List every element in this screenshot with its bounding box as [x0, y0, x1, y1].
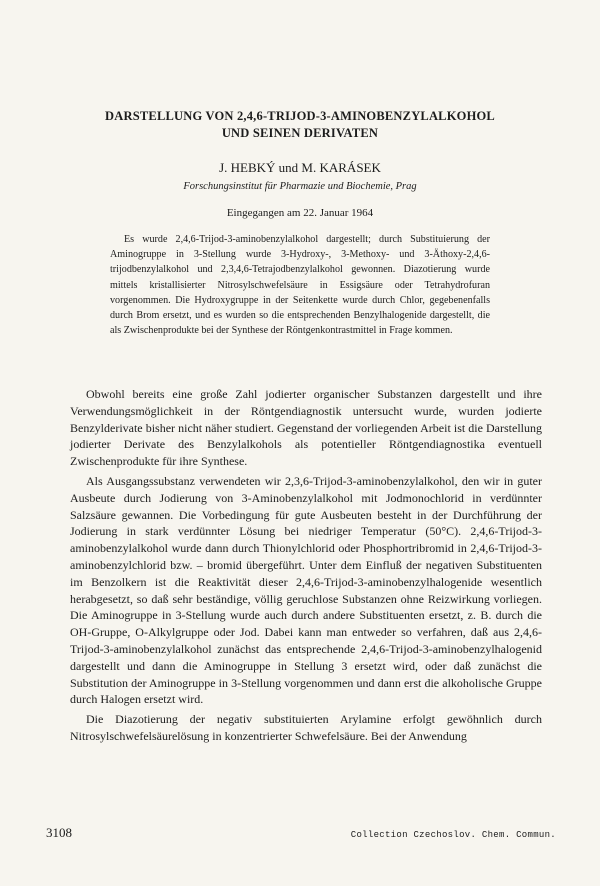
received-date: Eingegangen am 22. Januar 1964	[226, 207, 374, 219]
paragraph-2: Als Ausgangssubstanz verwendeten wir 2,3,6-Trijod-3-aminobenzylalkohol, den wir in guter Ausbeute durch Jodierung von 3-Aminobenzylalkohol mit Jodmonochlorid in verdünnter Salzsäure gewannen. Die Vorbedingung für gute Ausbeuten besteht in der Durchführung der Jodierung in stark verdünnter Lösung bei niedriger Temperatur (50°C). 2,4,6-Trijod-3-aminobenzylalkohol wurde dann durch Thionylchlorid oder Phosphortribromid in 2,4,6-Trijod-3-aminobenzylchlorid bzw. – bromid übergeführt. Unter dem Einfluß der negativen Substituenten im Benzolkern ist die Reaktivität dieser 2,4,6-Trijod-3-aminobenzylhalogenide wesentlich herabgesetzt, so daß sehr beständige, völlig geruchlose Substanzen ohne Reizwirkung vorliegen. Die Aminogruppe in 3-Stellung wurde auch durch andere Substituenten ersetzt, z. B. durch die OH-Gruppe, O-Alkylgruppe oder Jod. Dabei kann man entweder so verfahren, daß aus 2,4,6-Trijod-3-aminobenzylalkohol zunächst das entsprechende 2,4,6-Trijod-3-aminobenzylhalogenid dargestellt und dann die Aminogruppe in Stellung 3 ersetzt wird, oder daß zunächst die Substitution der Aminogruppe in 3-Stellung vorgenommen und dann erst die alkoholische Gruppe durch Halogen ersetzt wird.	[70, 473, 542, 707]
paragraph-1: Obwohl bereits eine große Zahl jodierter organischer Substanzen dargestellt und ihre Verwendungsmöglichkeit in der Röntgendiagnostik untersucht wurde, wurden jodierte Benzylderivate bisher nicht näher studiert. Gegenstand der vorliegenden Arbeit ist die Darstellung jodierter Derivate des Benzylalkohols als potentieller Röntgendiagnostika eventuell Zwischenprodukte für ihre Synthese.	[70, 387, 542, 469]
paragraph-3: Die Diazotierung der negativ substituierten Arylamine erfolgt gewöhnlich durch Nitrosylschwefelsäurelösung in konzentrierter Schwefelsäure. Bei der Anwendung	[70, 712, 542, 743]
body-text	[70, 386, 542, 748]
abstract: Es wurde 2,4,6-Trijod-3-aminobenzylalkohol dargestellt; durch Substituierung der Aminogruppe in 3-Stellung wurde 3-Hydroxy-, 3-Methoxy- und 3-Äthoxy-2,4,6-trijodbenzylalkohol und 2,3,4,6-Tetrajodbenzylalkohol gewonnen. Diazotierung wurde mittels kristallisierter Nitrosylschwefelsäure in Essigsäure oder Tetrahydrofuran vorgenommen. Die Hydroxygruppe in der Seitenkette wurde durch Chlor, gegebenenfalls durch Brom ersetzt, und es wurden so die entsprechenden Benzylhalogenide dargestellt, die als Zwischenprodukte bei der Synthese der Röntgenkontrastmittel in Frage kommen.	[110, 234, 490, 337]
article-title	[60, 108, 540, 142]
institute: Forschungsinstitut für Pharmazie und Biochemie, Prag	[183, 181, 417, 192]
title-line-1: DARSTELLUNG VON 2,4,6-TRIJOD-3-AMINOBENZYLALKOHOL	[105, 109, 495, 123]
authors: J. HEBKÝ und M. KARÁSEK	[219, 160, 381, 175]
page-number: 3108	[46, 825, 72, 840]
title-line-2: UND SEINEN DERIVATEN	[221, 126, 379, 140]
journal-name: Collection Czechoslov. Chem. Commun.	[350, 830, 556, 840]
